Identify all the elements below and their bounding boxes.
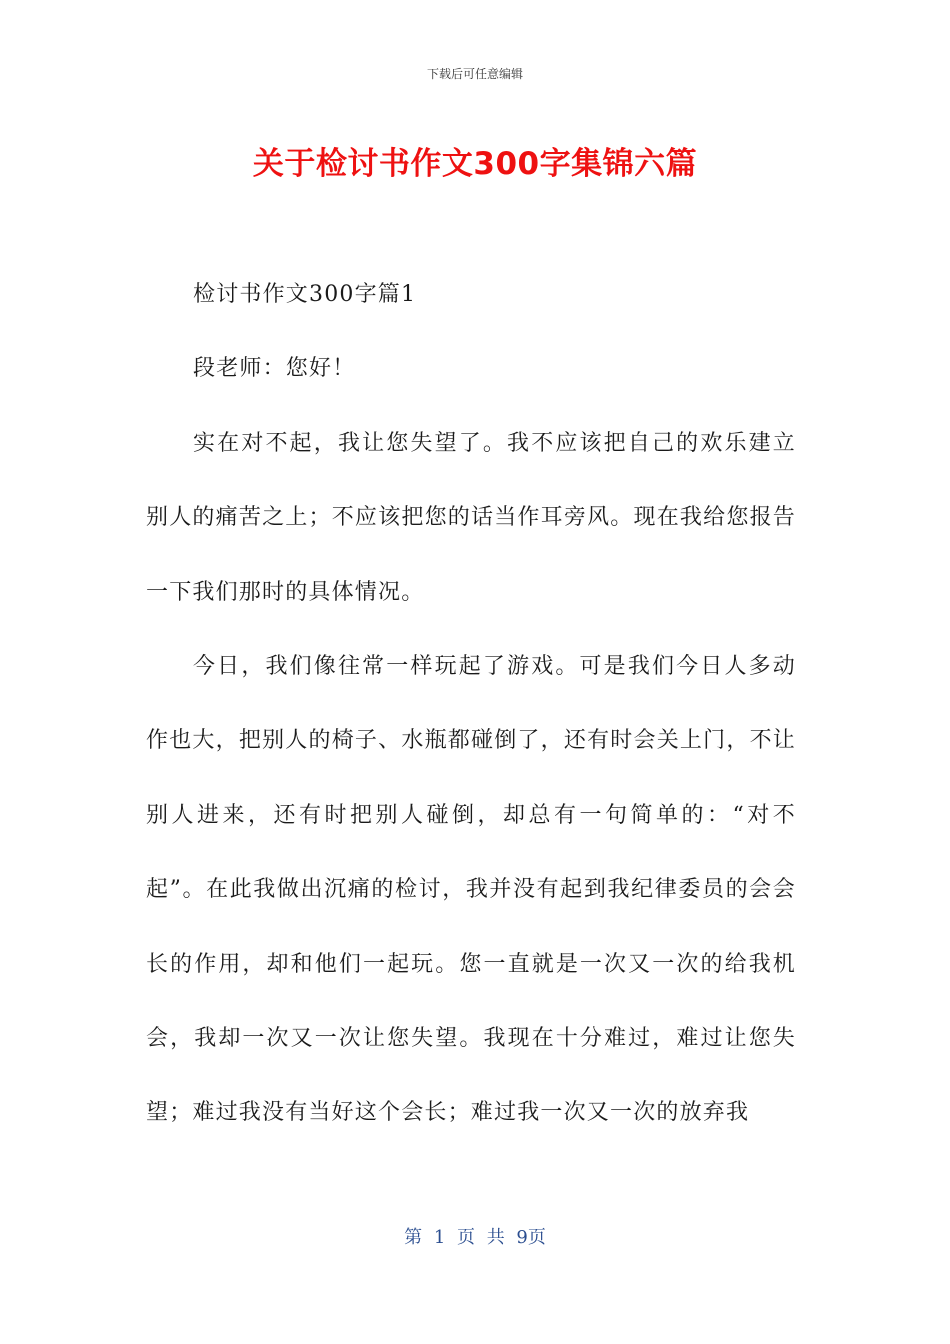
paragraph-2: 今日，我们像往常一样玩起了游戏。可是我们今日人多动作也大，把别人的椅子、水瓶都碰倒了，还有时会关上门，不让别人进来，还有时把别人碰倒，却总有一句简单的：“对不起”。在此我做出沉痛的检讨，我并没有起到我纪律委员的会会长的作用，却和他们一起玩。您一直就是一次又一次的给我机会，我却一次又一次让您失望。我现在十分难过，难过让您失望；难过我没有当好这个会长；难过我一次又一次的放弃我	[146, 654, 796, 1126]
page-number-footer: 第 1 页 共 9页	[404, 1227, 546, 1248]
greeting: 段老师：您好！	[193, 356, 356, 382]
section-heading: 检讨书作文300字篇1	[193, 282, 417, 307]
document-body	[146, 258, 796, 1151]
page-header-note: 下载后可任意编辑	[426, 67, 523, 81]
paragraph-1: 实在对不起，我让您失望了。我不应该把自己的欢乐建立别人的痛苦之上；不应该把您的话当作耳旁风。现在我给您报告一下我们那时的具体情况。	[146, 430, 796, 605]
document-title: 关于检讨书作文300字集锦六篇	[252, 146, 698, 182]
